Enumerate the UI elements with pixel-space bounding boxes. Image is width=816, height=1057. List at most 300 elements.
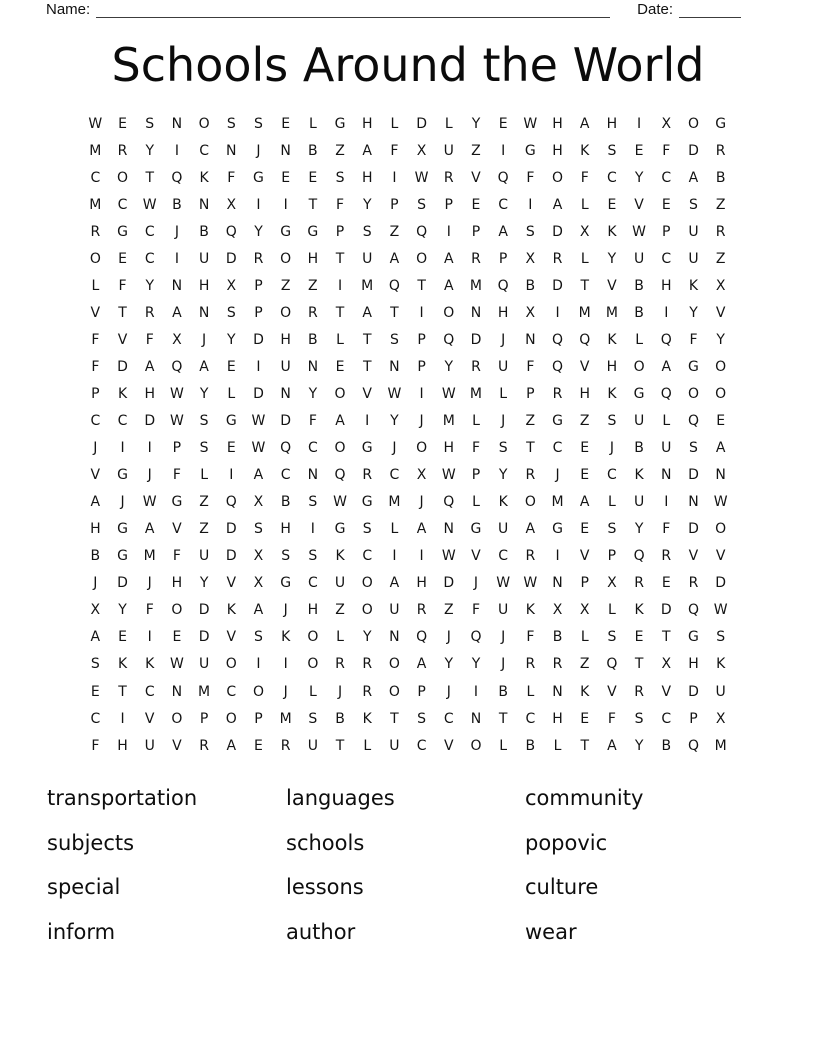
grid-cell: R <box>253 250 264 267</box>
grid-cell: I <box>256 358 261 375</box>
grid-cell: U <box>633 494 645 511</box>
grid-cell: L <box>91 277 100 294</box>
grid-cell: J <box>174 223 179 240</box>
grid-cell: S <box>281 548 291 565</box>
grid-cell: F <box>308 413 317 430</box>
grid-cell: O <box>334 440 346 457</box>
grid-cell: D <box>117 575 128 592</box>
grid-cell: H <box>198 277 210 294</box>
grid-cell: B <box>498 683 508 700</box>
grid-cell: F <box>172 467 181 484</box>
grid-cell: R <box>634 575 644 592</box>
grid-cell: U <box>633 250 645 267</box>
grid-cell: O <box>280 250 292 267</box>
grid-cell: N <box>715 467 726 484</box>
grid-cell: I <box>174 250 179 267</box>
grid-cell: R <box>471 250 481 267</box>
word-item: inform <box>47 919 116 944</box>
grid-cell: O <box>388 683 400 700</box>
grid-cell: S <box>689 440 698 457</box>
grid-cell: J <box>419 494 424 511</box>
grid-cell: M <box>279 710 292 727</box>
grid-cell: R <box>117 142 128 159</box>
grid-cell: K <box>226 602 236 619</box>
grid-cell: O <box>225 656 237 673</box>
grid-cell: A <box>607 737 617 754</box>
grid-cell: O <box>388 656 400 673</box>
grid-cell: X <box>416 467 427 484</box>
grid-cell: P <box>390 196 399 213</box>
grid-cell: E <box>281 169 291 186</box>
grid-cell: C <box>661 250 672 267</box>
word-bank <box>0 786 816 964</box>
grid-cell: X <box>661 115 672 132</box>
grid-cell: T <box>335 737 345 754</box>
grid-cell: T <box>498 710 508 727</box>
grid-cell: I <box>392 169 397 186</box>
grid-cell: D <box>198 629 210 646</box>
grid-cell: W <box>523 575 538 592</box>
grid-cell: T <box>580 737 589 754</box>
grid-cell: T <box>362 358 372 375</box>
grid-cell: E <box>226 358 236 375</box>
grid-cell: K <box>362 710 372 727</box>
grid-cell: Z <box>335 602 345 619</box>
grid-cell: A <box>552 196 563 213</box>
grid-cell: T <box>662 629 671 646</box>
word-item: schools <box>286 830 365 855</box>
grid-cell: E <box>172 629 182 646</box>
grid-cell: Q <box>687 737 699 754</box>
grid-cell: W <box>414 169 429 186</box>
grid-cell: J <box>283 602 288 619</box>
word-item: wear <box>525 919 577 944</box>
grid-cell: A <box>90 629 101 646</box>
grid-cell: S <box>716 629 726 646</box>
grid-cell: D <box>470 331 482 348</box>
grid-cell: S <box>525 223 535 240</box>
grid-cell: K <box>634 467 644 484</box>
grid-cell: Q <box>579 331 591 348</box>
grid-cell: C <box>307 575 318 592</box>
grid-cell: C <box>90 413 101 430</box>
grid-cell: A <box>362 304 372 321</box>
grid-cell: G <box>280 575 292 592</box>
grid-cell: A <box>661 358 672 375</box>
grid-cell: R <box>335 656 345 673</box>
grid-cell: V <box>715 548 726 565</box>
grid-cell: A <box>579 494 590 511</box>
grid-cell: D <box>280 413 292 430</box>
grid-cell: O <box>416 250 428 267</box>
grid-cell: J <box>392 440 397 457</box>
grid-cell: Y <box>362 196 372 213</box>
grid-cell: N <box>171 115 183 132</box>
word-bank-column <box>47 786 286 964</box>
grid-cell: O <box>334 385 346 402</box>
grid-cell: X <box>579 223 590 240</box>
grid-cell: G <box>225 413 237 430</box>
grid-cell: Y <box>607 250 617 267</box>
grid-cell: N <box>525 331 536 348</box>
grid-cell: Q <box>416 629 428 646</box>
grid-cell: X <box>715 710 726 727</box>
grid-cell: E <box>226 440 236 457</box>
grid-cell: N <box>389 358 400 375</box>
grid-cell: C <box>607 169 617 186</box>
grid-cell: L <box>336 331 344 348</box>
grid-cell: T <box>390 304 399 321</box>
grid-cell: L <box>444 115 453 132</box>
grid-cell: O <box>307 629 319 646</box>
grid-cell: I <box>283 656 288 673</box>
grid-cell: K <box>117 656 128 673</box>
grid-cell: V <box>471 169 481 186</box>
grid-cell: S <box>607 521 617 538</box>
grid-cell: D <box>688 683 699 700</box>
grid-cell: B <box>308 331 318 348</box>
word-item: special <box>47 875 121 900</box>
grid-cell: Z <box>199 521 209 538</box>
grid-cell: R <box>525 467 536 484</box>
grid-cell: P <box>526 385 535 402</box>
grid-cell: C <box>498 196 509 213</box>
grid-cell: C <box>498 548 509 565</box>
grid-cell: J <box>283 683 288 700</box>
grid-cell: O <box>89 250 101 267</box>
grid-cell: W <box>88 115 103 132</box>
grid-cell: D <box>253 385 264 402</box>
grid-cell: L <box>472 413 480 430</box>
grid-cell: O <box>171 602 183 619</box>
grid-cell: G <box>171 494 183 511</box>
grid-cell: F <box>336 196 345 213</box>
grid-cell: A <box>443 277 454 294</box>
grid-cell: X <box>715 277 726 294</box>
grid-cell: C <box>362 548 373 565</box>
grid-cell: N <box>198 196 210 213</box>
grid-cell: Q <box>660 385 672 402</box>
grid-cell: J <box>446 629 451 646</box>
grid-cell: M <box>361 277 374 294</box>
grid-cell: K <box>145 656 155 673</box>
grid-cell: A <box>498 223 508 240</box>
grid-cell: N <box>280 142 291 159</box>
grid-cell: Q <box>280 440 292 457</box>
grid-cell: F <box>91 737 100 754</box>
grid-cell: R <box>715 142 726 159</box>
grid-cell: R <box>443 169 454 186</box>
grid-cell: U <box>144 737 155 754</box>
grid-cell: Y <box>716 331 725 348</box>
grid-cell: D <box>552 277 563 294</box>
grid-cell: K <box>335 548 345 565</box>
grid-cell: E <box>118 250 127 267</box>
grid-cell: H <box>117 737 128 754</box>
grid-cell: C <box>117 413 128 430</box>
grid-cell: F <box>662 521 671 538</box>
grid-cell: Q <box>443 494 455 511</box>
name-label: Name: <box>46 1 91 18</box>
grid-cell: G <box>307 223 319 240</box>
grid-cell: H <box>361 115 373 132</box>
grid-cell: R <box>634 683 644 700</box>
grid-cell: P <box>444 196 453 213</box>
grid-cell: R <box>715 223 726 240</box>
grid-cell: C <box>416 737 427 754</box>
grid-cell: T <box>417 277 426 294</box>
grid-cell: M <box>89 142 102 159</box>
grid-cell: R <box>471 358 481 375</box>
grid-cell: B <box>199 223 209 240</box>
grid-cell: C <box>199 142 209 159</box>
grid-cell: L <box>308 683 317 700</box>
grid-cell: O <box>280 304 292 321</box>
word-item: lessons <box>286 875 364 900</box>
grid-cell: Y <box>498 467 508 484</box>
grid-cell: I <box>365 413 370 430</box>
grid-cell: Y <box>444 656 454 673</box>
grid-cell: L <box>472 494 480 511</box>
grid-cell: L <box>499 737 508 754</box>
grid-cell: L <box>553 737 562 754</box>
grid-cell: T <box>526 440 535 457</box>
grid-cell: O <box>715 358 727 375</box>
grid-cell: D <box>225 250 237 267</box>
grid-cell: E <box>661 575 671 592</box>
grid-cell: T <box>390 710 399 727</box>
grid-cell: N <box>470 710 482 727</box>
grid-cell: I <box>419 385 424 402</box>
grid-cell: C <box>117 196 128 213</box>
grid-cell: K <box>525 602 535 619</box>
grid-cell: F <box>118 277 127 294</box>
grid-cell: C <box>661 710 672 727</box>
grid-cell: W <box>441 385 456 402</box>
grid-cell: G <box>715 115 727 132</box>
grid-cell: Z <box>280 277 291 294</box>
grid-cell: G <box>524 142 536 159</box>
grid-cell: J <box>256 142 261 159</box>
grid-cell: A <box>688 169 699 186</box>
grid-cell: P <box>199 710 209 727</box>
grid-cell: J <box>147 575 152 592</box>
grid-cell: D <box>688 142 699 159</box>
grid-cell: L <box>635 331 643 348</box>
grid-cell: L <box>662 413 671 430</box>
grid-cell: P <box>417 683 426 700</box>
grid-cell: E <box>661 196 671 213</box>
grid-cell: G <box>552 413 563 430</box>
grid-cell: E <box>118 629 127 646</box>
grid-cell: H <box>280 521 291 538</box>
grid-cell: O <box>524 494 536 511</box>
grid-cell: V <box>715 304 726 321</box>
grid-cell: Y <box>634 521 644 538</box>
grid-cell: T <box>362 331 372 348</box>
grid-cell: M <box>714 737 727 754</box>
grid-cell: R <box>552 250 563 267</box>
grid-cell: R <box>416 602 427 619</box>
grid-cell: G <box>688 358 699 375</box>
grid-cell: D <box>225 521 237 538</box>
grid-cell: J <box>147 467 152 484</box>
grid-cell: J <box>555 467 560 484</box>
grid-cell: U <box>688 250 699 267</box>
grid-cell: O <box>361 575 373 592</box>
grid-cell: N <box>389 629 400 646</box>
grid-cell: S <box>607 142 617 159</box>
grid-cell: C <box>552 440 563 457</box>
grid-cell: H <box>579 385 590 402</box>
grid-cell: R <box>552 385 563 402</box>
grid-cell: O <box>687 115 699 132</box>
grid-cell: K <box>607 223 617 240</box>
grid-cell: F <box>227 169 236 186</box>
grid-cell: Q <box>687 602 699 619</box>
grid-cell: H <box>90 521 101 538</box>
grid-cell: V <box>90 304 101 321</box>
grid-cell: C <box>144 683 155 700</box>
grid-cell: H <box>606 115 618 132</box>
grid-cell: S <box>254 629 263 646</box>
grid-cell: H <box>280 331 291 348</box>
grid-cell: O <box>117 169 129 186</box>
grid-cell: U <box>198 548 210 565</box>
grid-cell: H <box>552 142 563 159</box>
grid-cell: J <box>446 683 451 700</box>
grid-cell: F <box>526 358 535 375</box>
grid-cell: W <box>142 494 157 511</box>
grid-cell: I <box>147 440 152 457</box>
grid-cell: W <box>441 467 456 484</box>
grid-cell: N <box>171 683 183 700</box>
grid-cell: R <box>362 683 373 700</box>
grid-cell: I <box>174 142 179 159</box>
grid-cell: P <box>498 250 508 267</box>
grid-cell: Q <box>497 277 509 294</box>
grid-cell: I <box>637 115 642 132</box>
grid-cell: G <box>117 467 128 484</box>
grid-cell: G <box>117 521 128 538</box>
grid-cell: B <box>552 629 563 646</box>
grid-cell: Z <box>579 656 590 673</box>
grid-cell: I <box>392 548 397 565</box>
grid-cell: I <box>555 548 560 565</box>
grid-cell: F <box>471 440 480 457</box>
grid-cell: Y <box>634 737 644 754</box>
grid-cell: O <box>171 710 183 727</box>
grid-cell: Z <box>715 250 726 267</box>
grid-cell: P <box>254 710 263 727</box>
grid-cell: A <box>335 413 345 430</box>
grid-cell: U <box>443 142 454 159</box>
grid-cell: I <box>120 440 125 457</box>
grid-cell: S <box>634 710 644 727</box>
date-label: Date: <box>637 1 673 18</box>
grid-cell: P <box>471 467 481 484</box>
grid-cell: C <box>389 467 400 484</box>
grid-cell: C <box>226 683 237 700</box>
grid-cell: K <box>199 169 209 186</box>
grid-cell: S <box>226 304 236 321</box>
grid-cell: L <box>308 115 317 132</box>
grid-cell: U <box>498 602 509 619</box>
grid-cell: H <box>552 115 563 132</box>
grid-cell: B <box>661 737 672 754</box>
grid-cell: I <box>310 521 315 538</box>
grid-cell: Q <box>470 629 482 646</box>
grid-cell: O <box>198 115 210 132</box>
puzzle-grid <box>82 110 735 759</box>
grid-cell: Q <box>225 223 237 240</box>
grid-cell: V <box>688 548 699 565</box>
grid-cell: V <box>226 629 237 646</box>
grid-cell: G <box>552 521 563 538</box>
grid-cell: Q <box>171 358 183 375</box>
grid-cell: R <box>307 304 318 321</box>
grid-cell: T <box>335 250 345 267</box>
grid-cell: R <box>688 575 699 592</box>
grid-cell: H <box>144 385 155 402</box>
grid-cell: L <box>499 385 508 402</box>
grid-cell: E <box>471 196 481 213</box>
grid-cell: F <box>172 548 181 565</box>
grid-cell: Q <box>443 331 455 348</box>
grid-cell: O <box>552 169 564 186</box>
grid-cell: N <box>198 304 210 321</box>
grid-cell: G <box>117 548 128 565</box>
grid-cell: P <box>662 223 671 240</box>
grid-cell: C <box>280 467 291 484</box>
grid-cell: K <box>607 385 617 402</box>
grid-cell: J <box>501 656 506 673</box>
grid-cell: Y <box>118 602 127 619</box>
grid-cell: W <box>169 385 184 402</box>
grid-cell: T <box>580 277 589 294</box>
grid-cell: L <box>390 521 399 538</box>
grid-cell: G <box>633 385 645 402</box>
grid-cell: L <box>580 629 589 646</box>
grid-cell: R <box>199 737 209 754</box>
grid-cell: S <box>254 115 263 132</box>
grid-cell: G <box>117 223 128 240</box>
grid-cell: S <box>689 196 698 213</box>
grid-cell: X <box>525 250 536 267</box>
grid-cell: N <box>661 467 672 484</box>
grid-cell: P <box>254 304 263 321</box>
grid-cell: I <box>555 304 560 321</box>
grid-cell: L <box>227 385 236 402</box>
grid-cell: K <box>688 277 699 294</box>
grid-cell: W <box>142 196 157 213</box>
grid-cell: E <box>634 629 644 646</box>
grid-cell: D <box>225 548 237 565</box>
grid-cell: D <box>443 575 455 592</box>
grid-cell: Y <box>471 115 481 132</box>
grid-cell: B <box>634 277 644 294</box>
grid-cell: U <box>661 440 672 457</box>
grid-cell: K <box>580 142 590 159</box>
grid-cell: J <box>120 494 125 511</box>
grid-cell: H <box>361 169 373 186</box>
grid-cell: L <box>608 602 616 619</box>
grid-cell: W <box>251 413 266 430</box>
grid-cell: A <box>226 737 237 754</box>
grid-cell: E <box>118 115 127 132</box>
grid-cell: K <box>281 629 291 646</box>
grid-cell: C <box>144 223 155 240</box>
